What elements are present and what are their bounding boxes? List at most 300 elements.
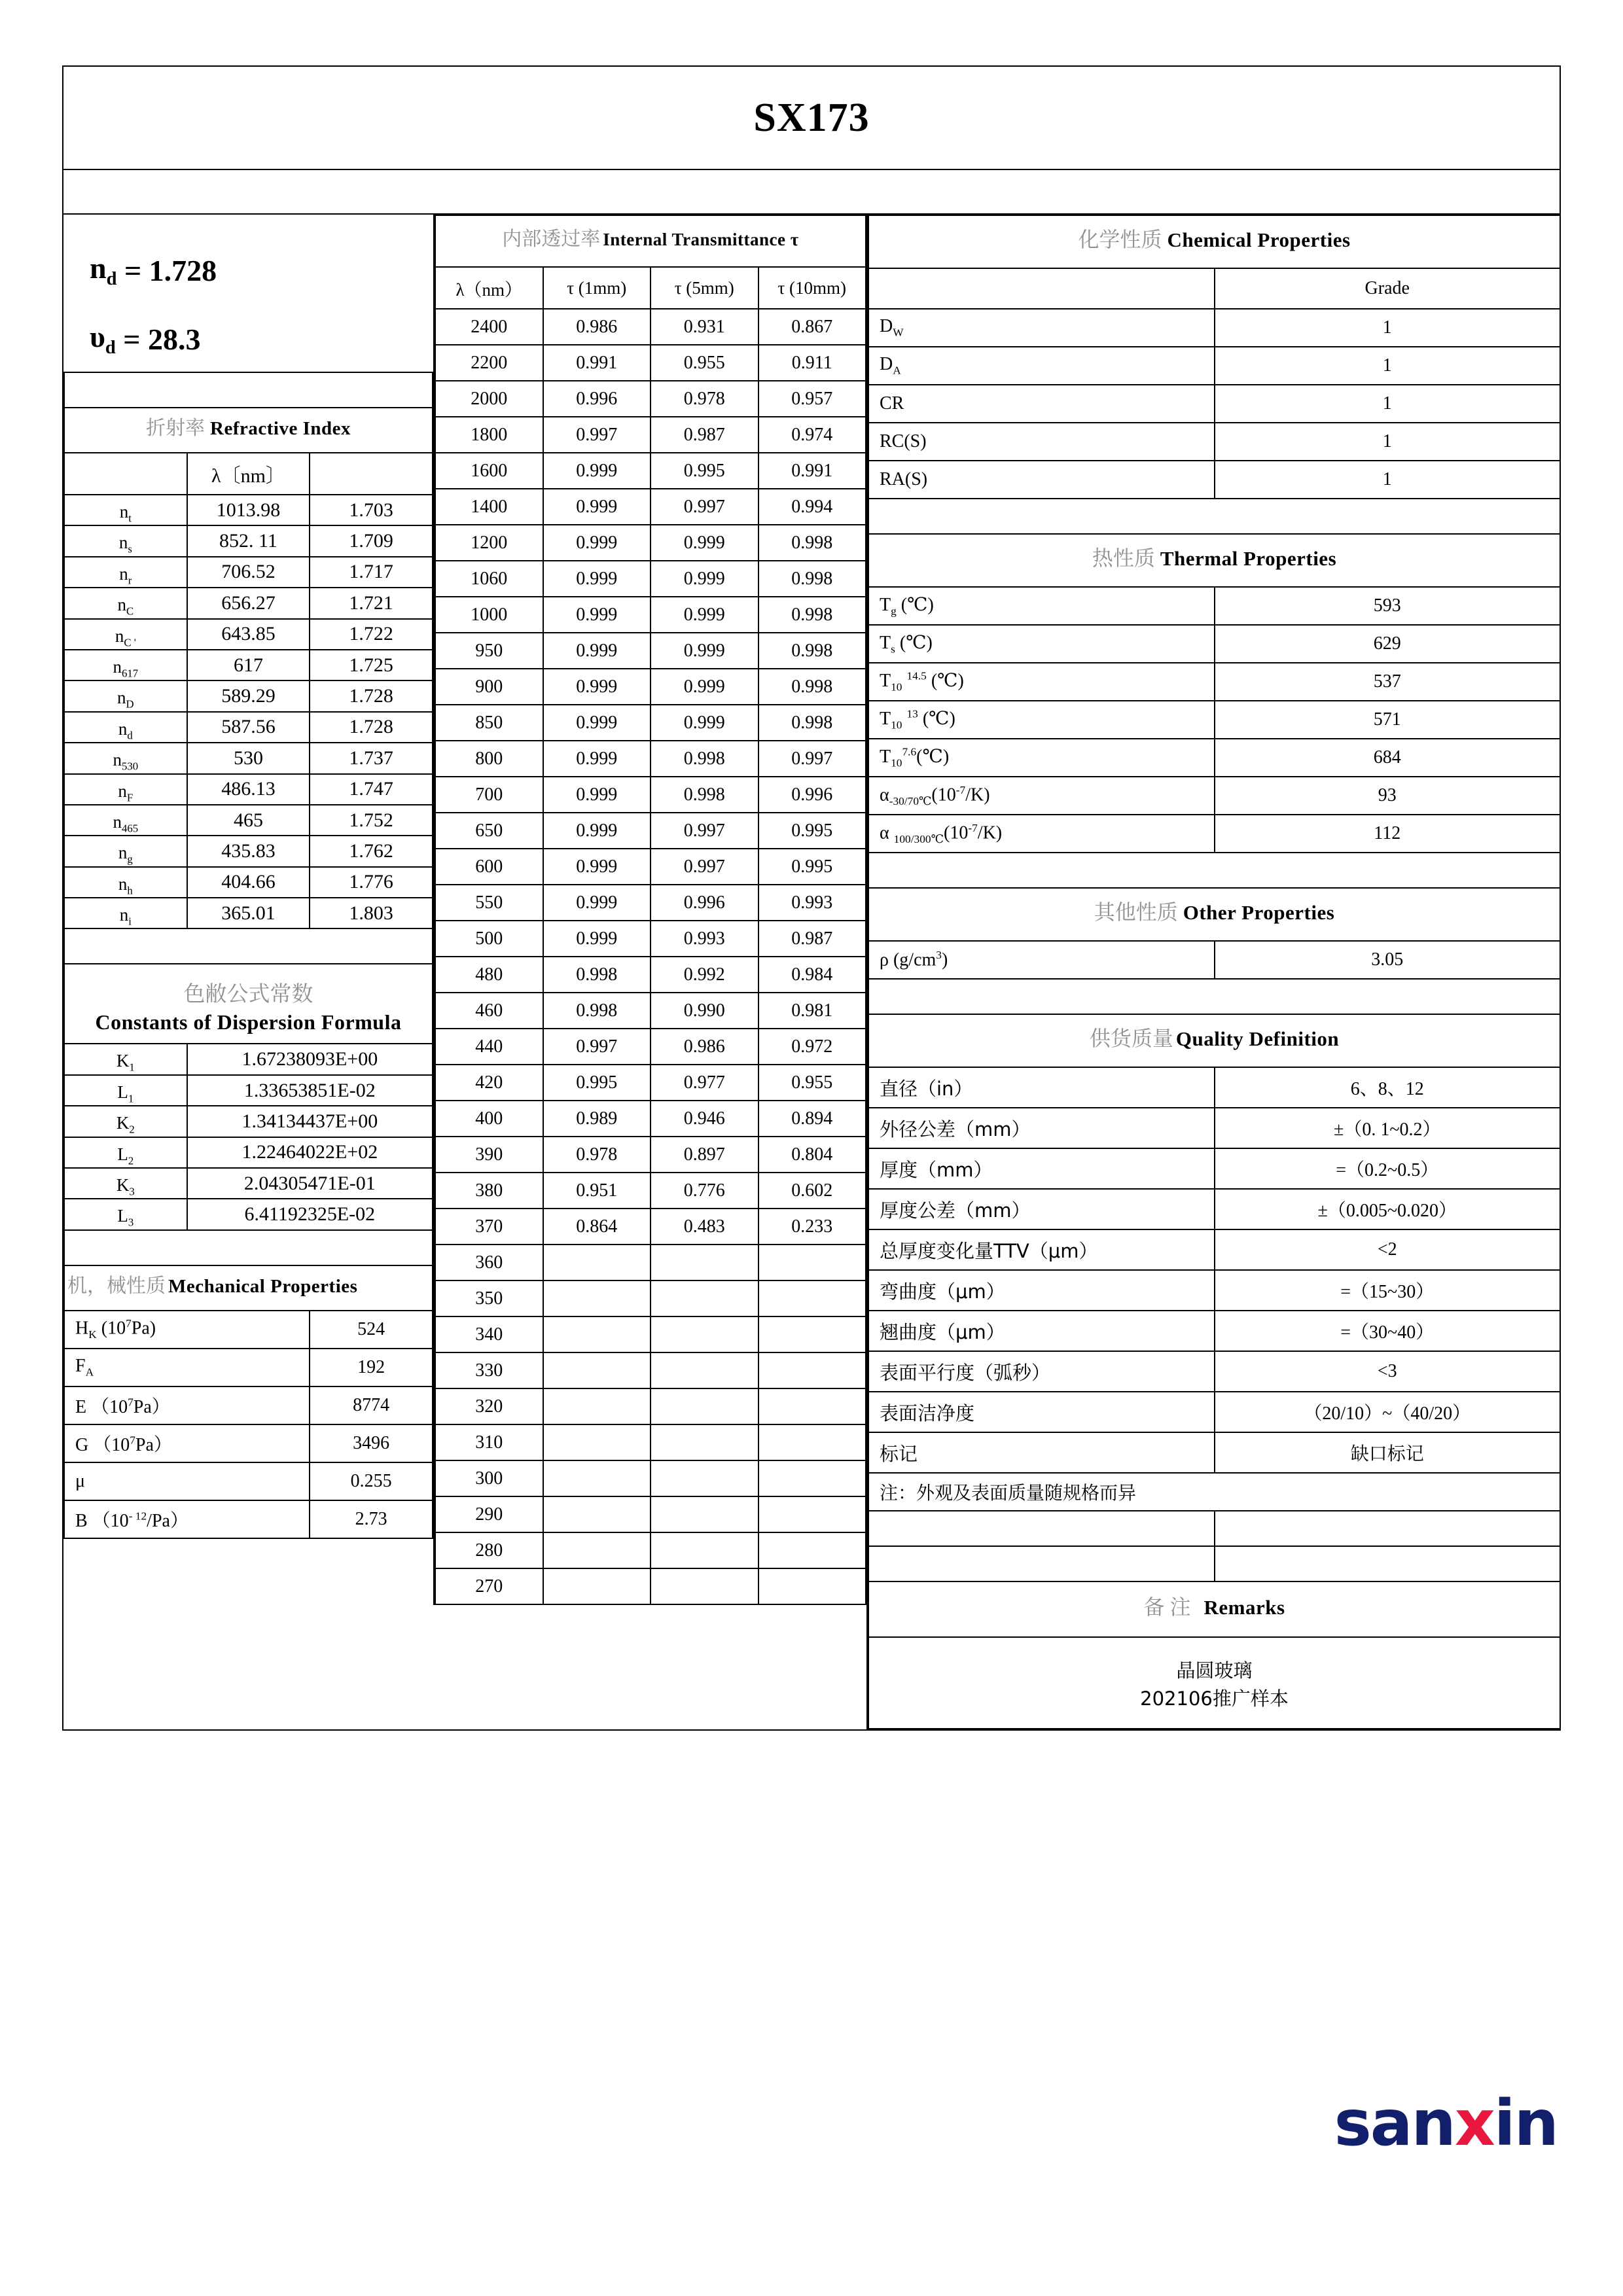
- table-row: [435, 1496, 866, 1532]
- table-row: [64, 650, 433, 680]
- quality-note: 注：外观及表面质量随规格而异: [868, 1473, 1560, 1511]
- spacer-cell: [868, 979, 1560, 1014]
- ri-index: 1.752: [310, 805, 433, 836]
- tau-10mm: 0.994: [758, 489, 866, 525]
- refractive-index-header-row: [64, 408, 433, 453]
- spacer-cell: [64, 1230, 433, 1265]
- table-row: [64, 557, 433, 588]
- table-row: [64, 1500, 433, 1538]
- tau-1mm: 0.986: [543, 309, 651, 345]
- nd-symbol: $n_d$: [90, 251, 117, 290]
- tau-10mm: 0.955: [758, 1065, 866, 1101]
- tau-5mm: [651, 1245, 758, 1280]
- tau-1mm: [543, 1568, 651, 1604]
- ri-index: 1.776: [310, 867, 433, 898]
- quality-value: 缺口标记: [1215, 1432, 1561, 1473]
- table-row: [435, 1245, 866, 1280]
- ri-symbol: $n_g$: [64, 836, 187, 866]
- tau-10mm: 0.995: [758, 813, 866, 849]
- tau-lambda: 480: [435, 957, 543, 993]
- tau-10mm: 0.998: [758, 525, 866, 561]
- tau-lambda: 850: [435, 705, 543, 741]
- tau-5mm: 0.996: [651, 885, 758, 921]
- chemical-column-header-row: [868, 268, 1560, 309]
- ri-index: 1.703: [310, 495, 433, 525]
- tau-lambda: 340: [435, 1316, 543, 1352]
- tau-1mm: 0.997: [543, 1029, 651, 1065]
- tau-lambda: 950: [435, 633, 543, 669]
- tau-5mm: 0.999: [651, 561, 758, 597]
- table-row: [868, 701, 1560, 739]
- tau-10mm: [758, 1245, 866, 1280]
- tau-lambda: 700: [435, 777, 543, 813]
- other-key: ρ $(g/cm^3)$: [868, 941, 1215, 979]
- tau-lambda: 1400: [435, 489, 543, 525]
- spacer-cell: [1215, 1546, 1561, 1581]
- tau-5mm: 0.987: [651, 417, 758, 453]
- mechanical-key: $H_K$ $(10^7Pa)$: [64, 1311, 310, 1349]
- tau-5mm: [651, 1424, 758, 1460]
- spacer-cell: [64, 928, 433, 964]
- tau-1mm: 0.999: [543, 669, 651, 705]
- tau-5mm: 0.483: [651, 1209, 758, 1245]
- table-row: [868, 309, 1560, 347]
- dispersion-value: 2.04305471E-01: [187, 1168, 433, 1199]
- tau-lambda: 2200: [435, 345, 543, 381]
- table-row: [435, 309, 866, 345]
- table-row: [435, 525, 866, 561]
- tau-5mm: 0.992: [651, 957, 758, 993]
- table-row: [64, 525, 433, 556]
- ri-col-index: [310, 453, 433, 495]
- quality-value: ±（0. 1~0.2）: [1215, 1108, 1561, 1148]
- chemical-key: $D_A$: [868, 347, 1215, 385]
- sanxin-logo: [1250, 2084, 1558, 2163]
- ri-symbol: $n_{465}$: [64, 805, 187, 836]
- thermal-key: $T_g$ (℃): [868, 587, 1215, 625]
- ri-symbol: $n_r$: [64, 557, 187, 588]
- table-row: [868, 777, 1560, 815]
- tau-10mm: 0.602: [758, 1173, 866, 1209]
- thermal-header: [868, 534, 1560, 587]
- tau-1mm: 0.999: [543, 561, 651, 597]
- quality-key: 厚度（mm）: [868, 1148, 1215, 1189]
- table-row: [868, 1189, 1560, 1229]
- table-row: [64, 836, 433, 866]
- tau-lambda: 1060: [435, 561, 543, 597]
- quality-header-row: [868, 1014, 1560, 1067]
- tau-10mm: [758, 1496, 866, 1532]
- tau-5mm: 0.946: [651, 1101, 758, 1137]
- tau-1mm: [543, 1388, 651, 1424]
- tau-lambda: 270: [435, 1568, 543, 1604]
- thermal-value: 629: [1215, 625, 1561, 663]
- tau-lambda: 400: [435, 1101, 543, 1137]
- table-row: [868, 1392, 1560, 1432]
- thermal-header-row: [868, 534, 1560, 587]
- chemical-value: 1: [1215, 309, 1561, 347]
- dispersion-value: 1.33653851E-02: [187, 1075, 433, 1106]
- table-row: [435, 885, 866, 921]
- mechanical-header-row: [64, 1265, 433, 1311]
- dispersion-symbol: $L_1$: [64, 1075, 187, 1106]
- vd-value: [63, 306, 433, 372]
- table-row: [64, 1349, 433, 1386]
- table-row: [868, 1311, 1560, 1351]
- tau-10mm: 0.804: [758, 1137, 866, 1173]
- tau-lambda: 440: [435, 1029, 543, 1065]
- tau-10mm: [758, 1280, 866, 1316]
- other-header-cn: 其他性质: [1094, 900, 1178, 925]
- refractive-index-column-header-row: [64, 453, 433, 495]
- table-row: [868, 1108, 1560, 1148]
- tau-1mm: 0.999: [543, 777, 651, 813]
- table-row: [435, 1460, 866, 1496]
- mechanical-header-en: Mechanical Properties: [168, 1275, 358, 1297]
- tau-1mm: [543, 1496, 651, 1532]
- ri-lambda: 656.27: [187, 588, 310, 618]
- tau-lambda: 420: [435, 1065, 543, 1101]
- quality-key: 表面洁净度: [868, 1392, 1215, 1432]
- tau-1mm: 0.999: [543, 453, 651, 489]
- tau-lambda: 390: [435, 1137, 543, 1173]
- tau-5mm: 0.999: [651, 597, 758, 633]
- tau-lambda: 1800: [435, 417, 543, 453]
- table-row: [64, 680, 433, 711]
- table-row: [868, 1148, 1560, 1189]
- tau-1mm: 0.991: [543, 345, 651, 381]
- mechanical-value: 8774: [310, 1386, 433, 1424]
- nd-value: [63, 215, 433, 306]
- ri-lambda: 587.56: [187, 712, 310, 743]
- table-row: [868, 587, 1560, 625]
- tau-lambda: 550: [435, 885, 543, 921]
- chemical-value: 1: [1215, 423, 1561, 461]
- tau-5mm: 0.999: [651, 669, 758, 705]
- spacer-cell: [64, 372, 433, 408]
- ri-index: 1.717: [310, 557, 433, 588]
- mechanical-key: μ: [64, 1462, 310, 1500]
- ri-index: 1.725: [310, 650, 433, 680]
- quality-header-cn: 供货质量: [1089, 1026, 1173, 1051]
- table-row: [64, 1199, 433, 1229]
- tau-10mm: 0.867: [758, 309, 866, 345]
- quality-note-row: [868, 1473, 1560, 1511]
- tau-lambda: 460: [435, 993, 543, 1029]
- tau-10mm: [758, 1316, 866, 1352]
- spacer-row: [868, 979, 1560, 1014]
- col-tau-10mm: τ (10mm): [758, 267, 866, 309]
- dispersion-value: 1.34134437E+00: [187, 1106, 433, 1137]
- internal-transmittance-table: [435, 215, 866, 1605]
- tau-lambda: 300: [435, 1460, 543, 1496]
- tau-lambda: 600: [435, 849, 543, 885]
- ri-lambda: 530: [187, 743, 310, 773]
- tau-1mm: 0.978: [543, 1137, 651, 1173]
- mechanical-key: $F_A$: [64, 1349, 310, 1386]
- other-header-row: [868, 888, 1560, 941]
- tau-lambda: 350: [435, 1280, 543, 1316]
- tau-lambda: 1200: [435, 525, 543, 561]
- table-row: [435, 453, 866, 489]
- ri-symbol: $n_{617}$: [64, 650, 187, 680]
- dispersion-header-row: [64, 964, 433, 1044]
- spacer-cell: [868, 1511, 1215, 1546]
- spacer-cell: [868, 1546, 1215, 1581]
- ri-symbol: $n_C$: [64, 588, 187, 618]
- tau-10mm: 0.957: [758, 381, 866, 417]
- tau-5mm: 0.999: [651, 705, 758, 741]
- tau-lambda: 320: [435, 1388, 543, 1424]
- mechanical-header: [64, 1265, 433, 1311]
- thermal-value: 112: [1215, 815, 1561, 853]
- other-value: 3.05: [1215, 941, 1561, 979]
- table-row: [868, 1351, 1560, 1392]
- table-row: [435, 813, 866, 849]
- ri-lambda: 465: [187, 805, 310, 836]
- table-row: [435, 957, 866, 993]
- tau-5mm: 0.999: [651, 633, 758, 669]
- spacer-cell: [868, 853, 1560, 888]
- ri-lambda: 706.52: [187, 557, 310, 588]
- tau-1mm: 0.999: [543, 597, 651, 633]
- quality-value: ±（0.005~0.020）: [1215, 1189, 1561, 1229]
- table-row: [435, 1388, 866, 1424]
- thermal-header-cn: 热性质: [1092, 546, 1155, 571]
- spacer-row: [868, 1546, 1560, 1581]
- table-row: [435, 705, 866, 741]
- tau-1mm: 0.997: [543, 417, 651, 453]
- tau-5mm: 0.997: [651, 489, 758, 525]
- tau-10mm: 0.984: [758, 957, 866, 993]
- mechanical-value: 0.255: [310, 1462, 433, 1500]
- table-row: [64, 1075, 433, 1106]
- table-row: [435, 633, 866, 669]
- table-row: [868, 815, 1560, 853]
- table-row: [868, 1229, 1560, 1270]
- table-row: [435, 1065, 866, 1101]
- middle-column: [433, 215, 866, 1605]
- table-row: [435, 597, 866, 633]
- tau-5mm: 0.998: [651, 777, 758, 813]
- tau-5mm: 0.997: [651, 813, 758, 849]
- table-row: [64, 1424, 433, 1462]
- table-row: [64, 743, 433, 773]
- tau-5mm: 0.998: [651, 741, 758, 777]
- table-row: [64, 867, 433, 898]
- thermal-key: $T_{10}^{7.6}(℃)$: [868, 739, 1215, 777]
- tau-5mm: [651, 1460, 758, 1496]
- tau-10mm: 0.974: [758, 417, 866, 453]
- tau-lambda: 800: [435, 741, 543, 777]
- tau-5mm: 0.776: [651, 1173, 758, 1209]
- logo-text-x: x: [1454, 2087, 1494, 2160]
- tau-lambda: 500: [435, 921, 543, 957]
- tau-10mm: 0.998: [758, 561, 866, 597]
- table-row: [64, 1386, 433, 1424]
- remarks-body-row: [868, 1637, 1560, 1729]
- vd-symbol: [90, 319, 116, 359]
- quality-value: （20/10）~（40/20）: [1215, 1392, 1561, 1432]
- chemical-col-grade: Grade: [1215, 268, 1561, 309]
- nd-number: = 1.728: [124, 253, 217, 287]
- refractive-index-header-en: Refractive Index: [210, 418, 351, 439]
- mechanical-key: G $(10^7Pa)$: [64, 1424, 310, 1462]
- quality-body: [868, 1067, 1560, 1473]
- tau-10mm: 0.972: [758, 1029, 866, 1065]
- thermal-key: α $_{100/300℃}(10^{-7}/K)$: [868, 815, 1215, 853]
- table-row: [868, 1432, 1560, 1473]
- tau-1mm: 0.999: [543, 921, 651, 957]
- ri-lambda: 1013.98: [187, 495, 310, 525]
- table-row: [435, 1173, 866, 1209]
- refractive-index-header-cn: 折射率: [146, 417, 205, 440]
- tau-1mm: 0.864: [543, 1209, 651, 1245]
- table-row: [435, 1568, 866, 1604]
- refractive-index-table: [63, 372, 433, 1539]
- tau-5mm: [651, 1352, 758, 1388]
- dispersion-symbol: $L_2$: [64, 1137, 187, 1168]
- table-row: [435, 417, 866, 453]
- tau-10mm: [758, 1388, 866, 1424]
- spacer-row: [64, 372, 433, 408]
- chemical-col-blank: [868, 268, 1215, 309]
- tau-1mm: 0.999: [543, 489, 651, 525]
- ri-symbol: $n_h$: [64, 867, 187, 898]
- ri-lambda: 435.83: [187, 836, 310, 866]
- dispersion-symbol: $L_3$: [64, 1199, 187, 1229]
- tau-1mm: 0.999: [543, 741, 651, 777]
- tau-5mm: 0.986: [651, 1029, 758, 1065]
- tau-1mm: [543, 1316, 651, 1352]
- spacer-row: [64, 1230, 433, 1265]
- thermal-key: $T_{10}$ $^{14.5}$ (℃): [868, 663, 1215, 701]
- ri-symbol: $n_i$: [64, 898, 187, 928]
- table-row: [435, 381, 866, 417]
- quality-value: <2: [1215, 1229, 1561, 1270]
- tau-lambda: 310: [435, 1424, 543, 1460]
- ri-index: 1.722: [310, 619, 433, 650]
- page-title: SX173: [753, 95, 870, 140]
- tau-lambda: 900: [435, 669, 543, 705]
- tau-5mm: 0.995: [651, 453, 758, 489]
- table-row: [435, 345, 866, 381]
- tau-1mm: 0.998: [543, 957, 651, 993]
- tau-1mm: [543, 1460, 651, 1496]
- table-row: [64, 1106, 433, 1137]
- tau-5mm: [651, 1532, 758, 1568]
- ri-index: 1.721: [310, 588, 433, 618]
- tau-10mm: 0.998: [758, 597, 866, 633]
- tau-10mm: 0.233: [758, 1209, 866, 1245]
- ri-col-sym: [64, 453, 187, 495]
- tau-1mm: 0.996: [543, 381, 651, 417]
- table-row: [435, 489, 866, 525]
- tau-5mm: 0.897: [651, 1137, 758, 1173]
- ri-index: 1.709: [310, 525, 433, 556]
- table-row: [64, 712, 433, 743]
- tau-10mm: [758, 1460, 866, 1496]
- chemical-header-cn: 化学性质: [1078, 227, 1162, 252]
- tau-1mm: 0.999: [543, 849, 651, 885]
- table-row: [64, 1044, 433, 1074]
- quality-header-en: Quality Definition: [1175, 1027, 1340, 1050]
- table-row: [435, 1101, 866, 1137]
- spacer-row: [868, 853, 1560, 888]
- ri-index: 1.728: [310, 680, 433, 711]
- remarks-header-en: Remarks: [1204, 1596, 1285, 1619]
- ri-symbol: $n_{C '}$: [64, 619, 187, 650]
- tau-5mm: [651, 1280, 758, 1316]
- table-row: [435, 849, 866, 885]
- quality-value: =（15~30）: [1215, 1270, 1561, 1311]
- table-row: [64, 619, 433, 650]
- table-row: [435, 669, 866, 705]
- dispersion-header-cn: 色敝公式常数: [183, 981, 313, 1007]
- thermal-header-en: Thermal Properties: [1160, 547, 1337, 570]
- ri-lambda: 852. 11: [187, 525, 310, 556]
- ri-symbol: $n_D$: [64, 680, 187, 711]
- thermal-key: $T_s$ (℃): [868, 625, 1215, 663]
- table-row: [64, 774, 433, 805]
- tau-10mm: [758, 1568, 866, 1604]
- tau-10mm: 0.987: [758, 921, 866, 957]
- remarks-line-2: 202106推广样本: [1140, 1687, 1289, 1710]
- tau-5mm: [651, 1388, 758, 1424]
- tau-lambda: 370: [435, 1209, 543, 1245]
- table-row: [868, 941, 1560, 979]
- chemical-header-row: [868, 215, 1560, 268]
- left-column: [63, 215, 433, 1539]
- thermal-key: $\alpha_{-30/70℃}(10^{-7}/K)$: [868, 777, 1215, 815]
- table-row: [868, 739, 1560, 777]
- remarks-header-cn: 备注: [1143, 1595, 1196, 1619]
- dispersion-symbol: $K_2$: [64, 1106, 187, 1137]
- thermal-value: 537: [1215, 663, 1561, 701]
- chemical-key: RA(S): [868, 461, 1215, 499]
- tau-10mm: 0.991: [758, 453, 866, 489]
- table-row: [64, 1311, 433, 1349]
- thermal-key: $T_{10}$ $^{13}$ (℃): [868, 701, 1215, 739]
- transmittance-body: [435, 309, 866, 1604]
- mechanical-value: 524: [310, 1311, 433, 1349]
- tau-1mm: 0.999: [543, 525, 651, 561]
- mechanical-key: E $(10^7Pa)$: [64, 1386, 310, 1424]
- logo-text-in: in: [1493, 2087, 1558, 2160]
- tau-lambda: 1000: [435, 597, 543, 633]
- remarks-line-1: 晶圆玻璃: [1176, 1659, 1253, 1682]
- tau-lambda: 380: [435, 1173, 543, 1209]
- tau-10mm: 0.993: [758, 885, 866, 921]
- tau-10mm: 0.995: [758, 849, 866, 885]
- tau-5mm: 0.997: [651, 849, 758, 885]
- spacer-cell: [868, 499, 1560, 534]
- nd-subscript: d: [106, 269, 117, 290]
- logo-wordmark: [1250, 2084, 1558, 2163]
- dispersion-header-en: Constants of Dispersion Formula: [95, 1010, 402, 1034]
- table-row: [868, 625, 1560, 663]
- table-row: [64, 805, 433, 836]
- tau-lambda: 360: [435, 1245, 543, 1280]
- tau-lambda: 2000: [435, 381, 543, 417]
- table-row: [435, 1029, 866, 1065]
- chemical-value: 1: [1215, 461, 1561, 499]
- tau-1mm: 0.999: [543, 705, 651, 741]
- mechanical-value: 3496: [310, 1424, 433, 1462]
- tau-5mm: 0.999: [651, 525, 758, 561]
- remarks-header: [868, 1581, 1560, 1637]
- tau-lambda: 290: [435, 1496, 543, 1532]
